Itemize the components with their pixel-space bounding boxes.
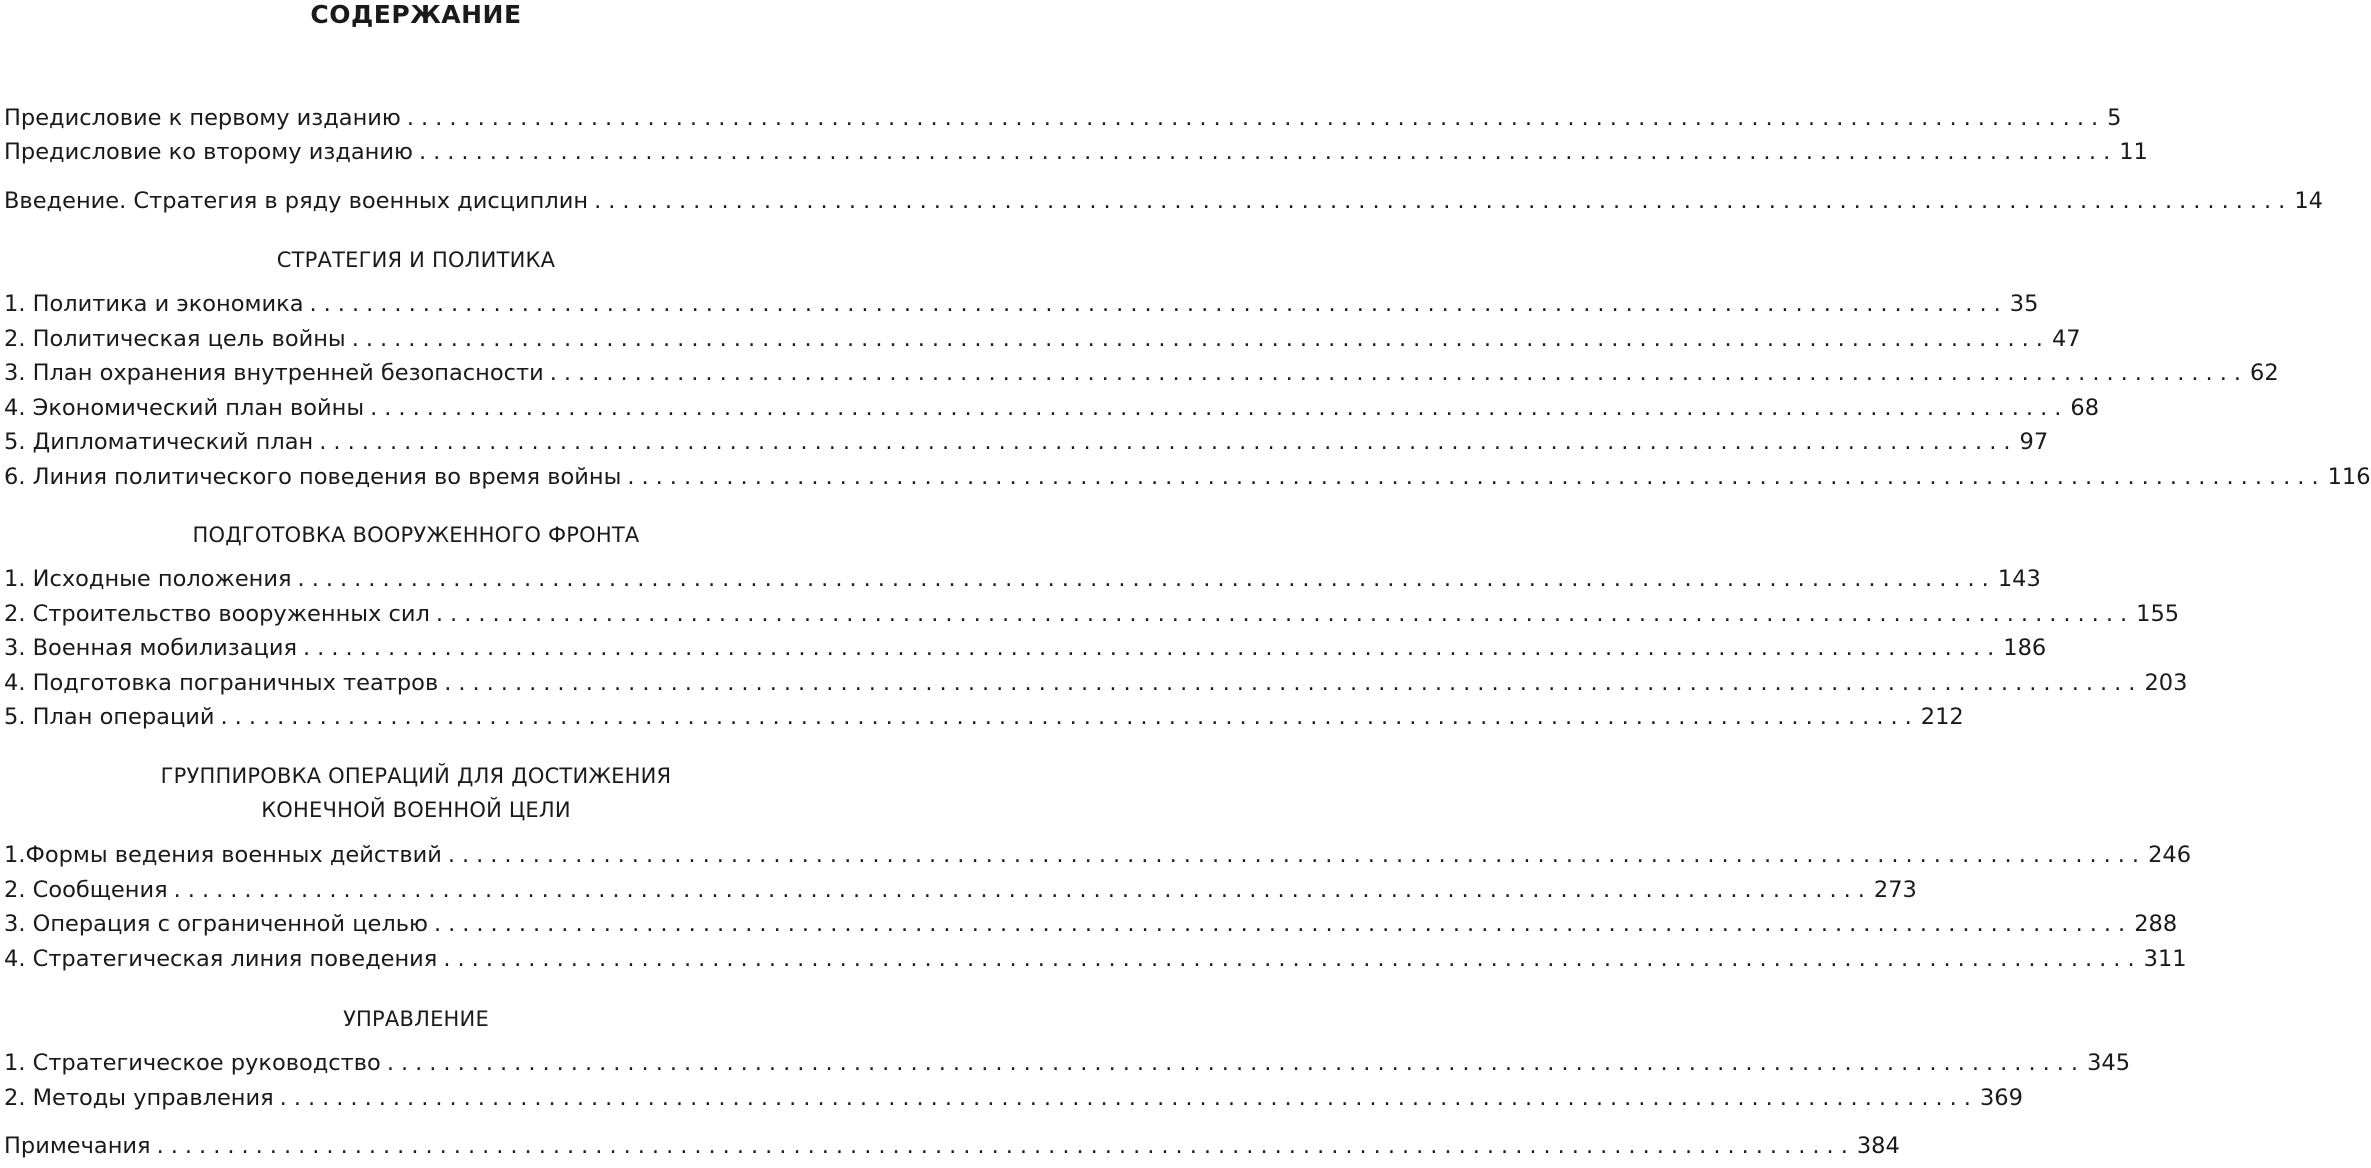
entry-title: 1. Стратегическое руководство bbox=[4, 1050, 381, 1076]
entry-title: Примечания bbox=[4, 1133, 151, 1159]
dot-leader: ........................................................................................................................ bbox=[303, 635, 2002, 661]
entry-title: Предисловие ко второму изданию bbox=[4, 139, 413, 165]
entry-title: 3. План охранения внутренней безопасности bbox=[4, 360, 544, 386]
toc-entry bbox=[4, 186, 2323, 216]
toc-entry bbox=[4, 1083, 2023, 1113]
toc-entry bbox=[4, 944, 2187, 974]
toc-entry bbox=[4, 1131, 1900, 1161]
toc-entry bbox=[4, 358, 2279, 388]
entry-page-number: 35 bbox=[2009, 291, 2039, 317]
entry-page-number: 155 bbox=[2136, 601, 2180, 627]
entry-page-number: 47 bbox=[2051, 326, 2081, 352]
entry-title: 2. Сообщения bbox=[4, 877, 168, 903]
entry-page-number: 68 bbox=[2070, 395, 2100, 421]
entry-title: 2. Методы управления bbox=[4, 1085, 274, 1111]
entry-page-number: 369 bbox=[1979, 1085, 2023, 1111]
toc-entry bbox=[4, 324, 2081, 354]
page-title: СОДЕРЖАНИЕ bbox=[310, 0, 522, 29]
section-heading: КОНЕЧНОЙ ВОЕННОЙ ЦЕЛИ bbox=[261, 798, 571, 822]
section-heading: СТРАТЕГИЯ И ПОЛИТИКА bbox=[276, 248, 556, 272]
entry-title: 1. Исходные положения bbox=[4, 566, 292, 592]
entry-title: Предисловие к первому изданию bbox=[4, 105, 401, 131]
entry-page-number: 288 bbox=[2134, 911, 2178, 937]
dot-leader: ........................................................................................................................ bbox=[594, 188, 2293, 214]
section-heading: УПРАВЛЕНИЕ bbox=[343, 1007, 489, 1031]
entry-title: 4. Стратегическая линия поведения bbox=[4, 946, 438, 972]
dot-leader: ........................................................................................................................ bbox=[319, 429, 2018, 455]
dot-leader: ........................................................................................................................ bbox=[309, 291, 2008, 317]
toc-entry bbox=[4, 462, 2371, 492]
toc-entry bbox=[4, 599, 2180, 629]
entry-title: 2. Политическая цель войны bbox=[4, 326, 346, 352]
entry-title: 3. Операция с ограниченной целью bbox=[4, 911, 428, 937]
entry-title: 6. Линия политического поведения во время войны bbox=[4, 464, 622, 490]
toc-entry bbox=[4, 393, 2100, 423]
entry-page-number: 11 bbox=[2119, 139, 2148, 165]
dot-leader: ........................................................................................................................ bbox=[418, 139, 2118, 165]
toc-entry bbox=[4, 427, 2049, 457]
entry-page-number: 345 bbox=[2087, 1050, 2131, 1076]
entry-page-number: 384 bbox=[1856, 1133, 1900, 1159]
entry-page-number: 143 bbox=[1997, 566, 2041, 592]
toc-entry bbox=[4, 137, 2148, 167]
dot-leader: ........................................................................................................................ bbox=[279, 1085, 1978, 1111]
entry-page-number: 311 bbox=[2143, 946, 2187, 972]
entry-page-number: 14 bbox=[2294, 188, 2323, 214]
entry-title: 5. Дипломатический план bbox=[4, 429, 314, 455]
dot-leader: ........................................................................................................................ bbox=[627, 464, 2326, 490]
section-heading: ГРУППИРОВКА ОПЕРАЦИЙ ДЛЯ ДОСТИЖЕНИЯ bbox=[160, 764, 672, 788]
dot-leader: ........................................................................................................................ bbox=[173, 877, 1872, 903]
entry-title: Введение. Стратегия в ряду военных дисциплин bbox=[4, 188, 589, 214]
dot-leader: ........................................................................................................................ bbox=[156, 1133, 1855, 1159]
dot-leader: ........................................................................................................................ bbox=[370, 395, 2069, 421]
dot-leader: ........................................................................................................................ bbox=[444, 670, 2143, 696]
dot-leader: ........................................................................................................................ bbox=[297, 566, 1996, 592]
entry-title: 3. Военная мобилизация bbox=[4, 635, 298, 661]
toc-entry bbox=[4, 289, 2039, 319]
entry-page-number: 212 bbox=[1920, 704, 1964, 730]
dot-leader: ........................................................................................................................ bbox=[406, 105, 2106, 131]
entry-page-number: 273 bbox=[1873, 877, 1917, 903]
entry-title: 4. Подготовка пограничных театров bbox=[4, 670, 439, 696]
toc-entry bbox=[4, 840, 2192, 870]
dot-leader: ........................................................................................................................ bbox=[443, 946, 2142, 972]
entry-page-number: 203 bbox=[2144, 670, 2188, 696]
entry-page-number: 186 bbox=[2003, 635, 2047, 661]
toc-entry bbox=[4, 564, 2041, 594]
entry-page-number: 5 bbox=[2107, 105, 2122, 131]
toc-entry bbox=[4, 668, 2188, 698]
entry-title: 1. Политика и экономика bbox=[4, 291, 304, 317]
dot-leader: ........................................................................................................................ bbox=[549, 360, 2249, 386]
dot-leader: ........................................................................................................................ bbox=[386, 1050, 2086, 1076]
dot-leader: ........................................................................................................................ bbox=[220, 704, 1919, 730]
entry-page-number: 97 bbox=[2019, 429, 2049, 455]
toc-entry bbox=[4, 103, 2122, 133]
entry-page-number: 62 bbox=[2250, 360, 2279, 386]
toc-entry bbox=[4, 1048, 2131, 1078]
toc-entry bbox=[4, 633, 2047, 663]
entry-page-number: 246 bbox=[2148, 842, 2192, 868]
entry-title: 4. Экономический план войны bbox=[4, 395, 365, 421]
entry-page-number: 116 bbox=[2327, 464, 2371, 490]
toc-entry bbox=[4, 875, 1917, 905]
entry-title: 2. Строительство вооруженных сил bbox=[4, 601, 430, 627]
section-heading: ПОДГОТОВКА ВООРУЖЕННОГО ФРОНТА bbox=[192, 523, 640, 547]
dot-leader: ........................................................................................................................ bbox=[447, 842, 2147, 868]
toc-entry bbox=[4, 909, 2178, 939]
entry-title: 1.Формы ведения военных действий bbox=[4, 842, 442, 868]
dot-leader: ........................................................................................................................ bbox=[435, 601, 2135, 627]
dot-leader: ........................................................................................................................ bbox=[433, 911, 2133, 937]
entry-title: 5. План операций bbox=[4, 704, 215, 730]
dot-leader: ........................................................................................................................ bbox=[351, 326, 2050, 352]
toc-entry bbox=[4, 702, 1964, 732]
